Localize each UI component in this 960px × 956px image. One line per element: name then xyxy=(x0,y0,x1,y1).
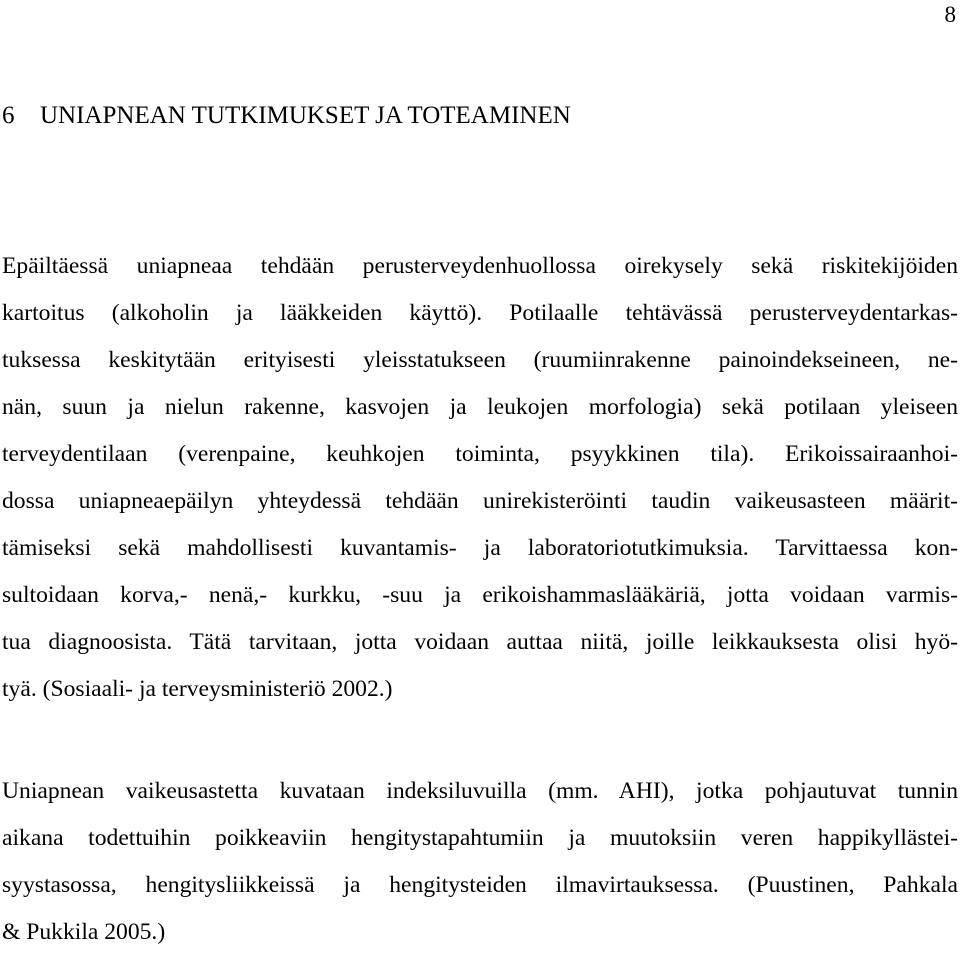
text-line: dossa uniapneaepäilyn yhteydessä tehdään unirekisteröinti taudin vaikeusasteen määrit- xyxy=(2,488,958,514)
text-line: aikana todettuihin poikkeaviin hengitystapahtumiin ja muutoksiin veren happikyllästei- xyxy=(2,825,958,851)
text-line: syystasossa, hengitysliikkeissä ja hengitysteiden ilmavirtauksessa. (Puustinen, Pahkala xyxy=(2,872,958,898)
paragraph-2 xyxy=(2,768,958,956)
text-line: tua diagnoosista. Tätä tarvitaan, jotta voidaan auttaa niitä, joille leikkauksesta olisi hyö- xyxy=(2,629,958,655)
section-number: 6 xyxy=(2,102,15,129)
text-line: nän, suun ja nielun rakenne, kasvojen ja leukojen morfologia) sekä potilaan yleiseen xyxy=(2,394,958,420)
text-line: terveydentilaan (verenpaine, keuhkojen toiminta, psyykkinen tila). Erikoissairaanhoi- xyxy=(2,441,958,467)
page-number: 8 xyxy=(944,2,956,27)
text-line: kartoitus (alkoholin ja lääkkeiden käyttö). Potilaalle tehtävässä perusterveydentarkas- xyxy=(2,300,958,326)
text-line: Uniapnean vaikeusastetta kuvataan indeksiluvuilla (mm. AHI), jotka pohjautuvat tunnin xyxy=(2,778,958,804)
text-line: & Pukkila 2005.) xyxy=(2,919,166,945)
paragraph-1 xyxy=(2,243,958,713)
text-line: Epäiltäessä uniapneaa tehdään perusterveydenhuollossa oirekysely sekä riskitekijöiden xyxy=(2,253,958,279)
section-heading xyxy=(2,102,571,130)
text-line: tyä. (Sosiaali- ja terveysministeriö 2002.) xyxy=(2,676,393,702)
text-line: tämiseksi sekä mahdollisesti kuvantamis- ja laboratoriotutkimuksia. Tarvittaessa kon- xyxy=(2,535,958,561)
text-line: sultoidaan korva,- nenä,- kurkku, -suu ja erikoishammaslääkäriä, jotta voidaan varmis- xyxy=(2,582,958,608)
section-title: UNIAPNEAN TUTKIMUKSET JA TOTEAMINEN xyxy=(40,102,571,129)
text-line: tuksessa keskitytään erityisesti yleisstatukseen (ruumiinrakenne painoindekseineen, ne- xyxy=(2,347,958,373)
